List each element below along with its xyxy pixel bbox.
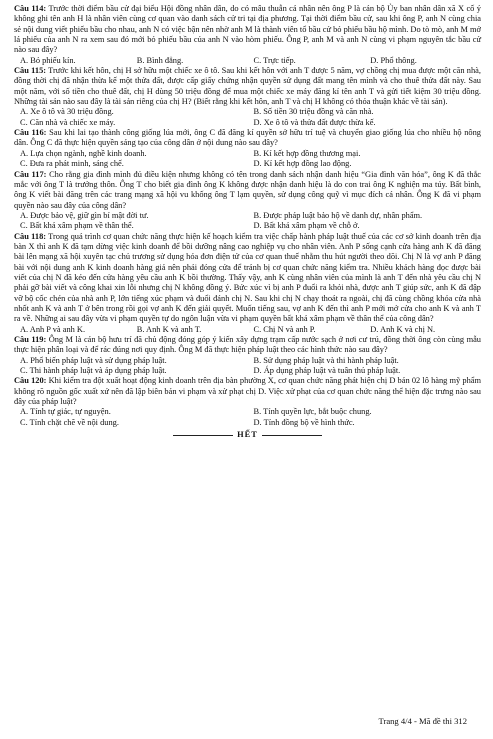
answer-options bbox=[14, 325, 481, 335]
question-114 bbox=[14, 4, 481, 56]
answer-option-d: D. Bất khả xâm phạm về chỗ ở. bbox=[253, 221, 360, 231]
answer-options bbox=[14, 407, 481, 428]
question-number: Câu 119: bbox=[14, 335, 47, 344]
question-118 bbox=[14, 232, 481, 325]
question-number: Câu 117: bbox=[14, 169, 47, 179]
answer-option-c: C. Chị N và anh P. bbox=[253, 324, 316, 334]
answer-option-d: D. Xe ô tô và thửa đất được thừa kế. bbox=[253, 117, 376, 127]
question-text: Trước thời điểm bầu cử đại biểu Hội đồng nhân dân, do có mâu thuẫn cá nhân nên ông P là cán bộ Ủy ban nhân dân xã X cố ý không ghi tên anh H là nhân viên cùng cơ quan vào danh sách cử tri tại địa phương. Tại thời điểm bầu cử, sau khi ông P, anh N cùng chia sẻ nội dung viết phiếu bầu cho nhau, anh N có việc bận nên nhờ anh M là thành viên tổ bầu cử bỏ phiếu bầu hộ mình. Do tò mò, anh M mở lá phiếu của anh N ra xem sau đó mới bỏ phiếu bầu của anh N vào hòm phiếu. Ông P, anh M và anh N cùng vi phạm nguyên tắc bầu cử nào sau đây? bbox=[14, 4, 481, 55]
answer-options bbox=[14, 149, 481, 170]
answer-option-a: A. Lựa chọn ngành, nghề kinh doanh. bbox=[20, 148, 147, 158]
answer-option-a: A. Anh P và anh K. bbox=[20, 324, 86, 334]
question-number: Câu 118: bbox=[14, 231, 47, 241]
answer-option-d: D. Kí kết hợp đồng lao động. bbox=[253, 159, 352, 169]
answer-options bbox=[14, 107, 481, 128]
question-text: Trong quá trình cơ quan chức năng thực hiện kế hoạch kiểm tra việc chấp hành pháp luật thuế của các cơ sở kinh doanh trên địa bàn X thì anh K đã tạm dừng việc kinh doanh để bồi dưỡng nâng cao nghiệp vụ cho nhân viên. Anh P sống cạnh cửa hàng anh K đã đăng bài lên mạng xã hội xuyên tạc chủ trương sử dụng hóa đơn điện tử của cơ quan thuế nhằm thu hút người theo dõi. Chị N là vợ anh P đăng bài với nội dung anh K kinh doanh hàng giả nên phải đóng cửa để tránh bị cơ quan chức năng kiểm tra. Nhiều khách hàng đọc được bài viết của chị N đã kéo đến cửa hàng yêu cầu anh K bồi thường. Thấy vậy, anh K cùng nhân viên của mình là anh T đến nhà yêu cầu chị N phải gỡ bài viết và công khai xin lỗi nhưng chị N không đồng ý. Bức xúc vì bị anh P đuổi ra khỏi nhà, được anh T giúp sức, anh K đã đập vỡ bộ cốc chén của nhà anh P, lớn tiếng xúc phạm và đuổi đánh chị N. Sau khi chị N chạy thoát ra ngoài, chị đã cùng chồng khóa cửa nhà nhốt anh K và anh T ở bên trong rồi gọi vợ anh K đến giải quyết. Muốn tiếng sau, vợ anh K đến thì anh P mới mở cửa cho anh K và anh T ra về. Những ai sau đây vừa vi phạm quyền tự do ngôn luận vừa vi phạm quyền bất khả xâm phạm về thân thể của công dân? bbox=[14, 231, 481, 324]
answer-option-c: C. Thi hành pháp luật và áp dụng pháp luật. bbox=[20, 366, 167, 376]
answer-option-b: B. Bình đẳng. bbox=[136, 55, 184, 65]
answer-option-d: D. Tính đồng bộ về hình thức. bbox=[253, 417, 355, 427]
answer-options bbox=[14, 56, 481, 66]
question-120 bbox=[14, 376, 481, 407]
question-number: Câu 115: bbox=[14, 66, 47, 76]
answer-option-d: D. Phổ thông. bbox=[370, 55, 417, 65]
answer-option-a: A. Tính tự giác, tự nguyện. bbox=[20, 407, 111, 417]
answer-option-c: C. Tính chặt chẽ về nội dung. bbox=[20, 417, 119, 427]
question-115 bbox=[14, 66, 481, 107]
answer-options bbox=[14, 356, 481, 377]
question-number: Câu 116: bbox=[14, 128, 47, 138]
answer-option-b: B. Số tiền 30 triệu đồng và căn nhà. bbox=[253, 107, 374, 117]
answer-option-c: C. Đưa ra phát minh, sáng chế. bbox=[20, 159, 124, 169]
answer-option-a: A. Phổ biến pháp luật và sử dụng pháp luật. bbox=[20, 355, 167, 365]
question-text: Khi kiểm tra đột xuất hoạt động kinh doanh trên địa bàn phường X, cơ quan chức năng phát hiện chị D bán 02 lô hàng mỹ phẩm không rõ nguồn gốc xuất xứ nên đã lập biên bản vi phạm và xử phạt chị D. Việc xử phạt của cơ quan chức năng thể hiện đặc trưng nào sau đây của pháp luật? bbox=[14, 376, 482, 407]
question-117 bbox=[14, 170, 481, 211]
question-119 bbox=[14, 335, 481, 356]
answer-option-c: C. Căn nhà và chiếc xe máy. bbox=[20, 117, 116, 127]
answer-option-b: B. Anh K và anh T. bbox=[136, 324, 202, 334]
answer-option-c: C. Trực tiếp. bbox=[253, 55, 296, 65]
answer-option-c: C. Bất khả xâm phạm về thân thể. bbox=[20, 221, 134, 231]
end-marker bbox=[14, 430, 481, 440]
answer-options bbox=[14, 211, 481, 232]
end-divider-left bbox=[173, 435, 233, 436]
question-text: Sau khi lai tạo thành công giống lúa mới, ông C đã đăng kí quyền sở hữu trí tuệ và chuyển giao giống lúa cho nhiều hộ nông dân. Ông C đã thực hiện quyền sáng tạo của công dân ở nội dung nào sau đây? bbox=[14, 128, 481, 148]
end-marker-text: HẾT bbox=[237, 430, 258, 440]
question-text: Trước khi kết hôn, chị H sở hữu một chiếc xe ô tô. Sau khi kết hôn với anh T được 5 năm, vợ chồng chị mua được một căn nhà, đồng thời chị đã nhận thừa kế một thửa đất, được cấp giấy chứng nhận quyền sử dụng đất mang tên mình và cho thuê thửa đất này. Sau một năm, với số tiền cho thuê đất, chị H dùng 50 triệu đồng để mua một chiếc xe máy đăng kí tên anh T và gửi tiết kiệm 30 triệu đồng. Những tài sản nào sau đây là tài sản riêng của chị H? (Biết rằng khi kết hôn, anh T và chị H không có thỏa thuận khác về tài sản). bbox=[14, 66, 481, 107]
question-text: Ông M là cán bộ hưu trí đã chủ động đóng góp ý kiến xây dựng trạm cấp nước sạch ở nơi cư trú, đồng thời ông còn cùng mẫu thực hiện phân loại và để rác đúng nơi quy định. Ông M đã thực hiện pháp luật theo các hình thức nào sau đây? bbox=[14, 335, 481, 355]
answer-option-b: B. Tính quyền lực, bắt buộc chung. bbox=[253, 407, 372, 417]
answer-option-b: B. Được pháp luật bảo hộ về danh dự, nhân phẩm. bbox=[253, 210, 423, 220]
answer-option-a: A. Bỏ phiếu kín. bbox=[20, 55, 76, 65]
question-116 bbox=[14, 128, 481, 149]
page-footer: Trang 4/4 - Mã đề thi 312 bbox=[378, 716, 467, 726]
question-number: Câu 114: bbox=[14, 4, 47, 13]
answer-option-a: A. Xe ô tô và 30 triệu đồng. bbox=[20, 107, 114, 117]
answer-option-d: D. Anh K và chị N. bbox=[370, 324, 436, 334]
question-text: Cho rằng gia đình mình đủ điều kiện nhưng không có tên trong danh sách nhận danh hiệu “Gia đình văn hóa”, ông K đã thắc mắc với ông T là trưởng thôn. Ông T cho biết gia đình ông K không được nhận danh hiệu là do con trai ông K nghiện ma túy. Bất bình, ông K viết bài đăng trên các trang mạng xã hội vu khống ông T lạm quyền, sử dụng công quỹ vì mục đích cá nhân. Ông K đã vi phạm quyền nào sau đây của công dân? bbox=[14, 169, 482, 210]
answer-option-b: B. Kí kết hợp đồng thương mại. bbox=[253, 148, 361, 158]
answer-option-b: B. Sử dụng pháp luật và thi hành pháp luật. bbox=[253, 355, 399, 365]
answer-option-a: A. Được bảo vệ, giữ gìn bí mật đời tư. bbox=[20, 210, 149, 220]
answer-option-d: D. Áp dụng pháp luật và tuân thủ pháp luật. bbox=[253, 366, 401, 376]
end-divider-right bbox=[262, 435, 322, 436]
question-number: Câu 120: bbox=[14, 376, 47, 386]
